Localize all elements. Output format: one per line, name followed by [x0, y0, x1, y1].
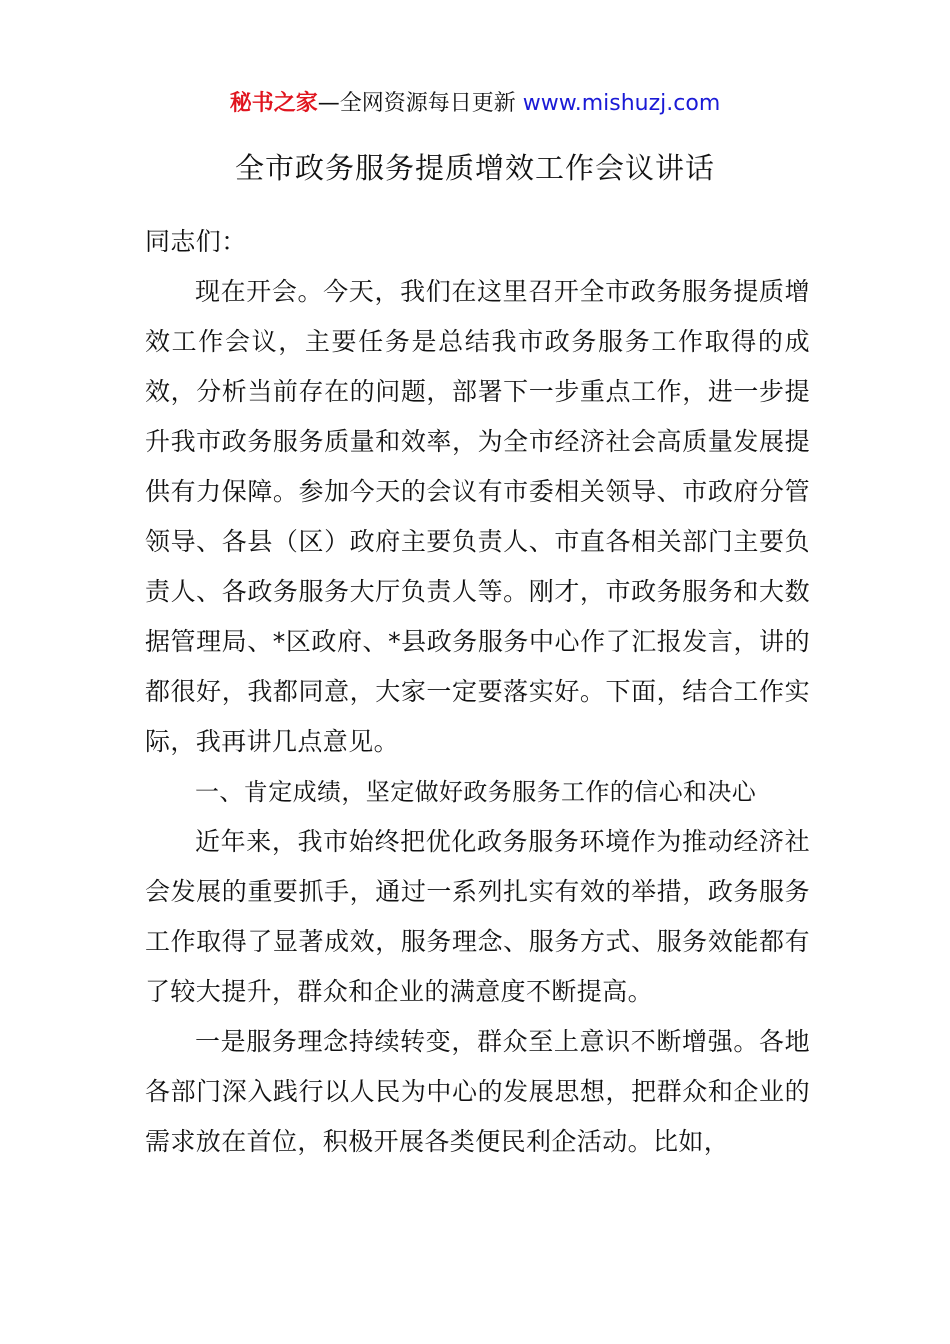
salutation: 同志们：: [145, 227, 247, 256]
body-paragraph: 现在开会。今天，我们在这里召开全市政务服务提质增效工作会议，主要任务是总结我市政务服务工作取得的成效，分析当前存在的问题，部署下一步重点工作，进一步提升我市政务服务质量和效率，为全市经济社会高质量发展提供有力保障。参加今天的会议有市委相关领导、市政府分管领导、各县（区）政府主要负责人、市直各相关部门主要负责人、各政务服务大厅负责人等。刚才，市政务服务和大数据管理局、*区政府、*县政务服务中心作了汇报发言，讲的都很好，我都同意，大家一定要落实好。下面，结合工作实际，我再讲几点意见。: [145, 277, 810, 756]
section-heading: 一、肯定成绩，坚定做好政务服务工作的信心和决心: [195, 778, 757, 806]
site-url-link[interactable]: www.mishuzj.com: [522, 91, 721, 116]
document-title: 全市政务服务提质增效工作会议讲话: [234, 151, 715, 185]
brand-name: 秘书之家: [229, 91, 318, 116]
site-header: [0, 88, 950, 120]
header-tagline: —全网资源每日更新: [317, 91, 523, 116]
document-body: [145, 217, 810, 1167]
body-paragraph: 近年来，我市始终把优化政务服务环境作为推动经济社会发展的重要抓手，通过一系列扎实有效的举措，政务服务工作取得了显著成效，服务理念、服务方式、服务效能都有了较大提升，群众和企业的满意度不断提高。: [145, 827, 810, 1006]
body-paragraph: 一是服务理念持续转变，群众至上意识不断增强。各地各部门深入践行以人民为中心的发展思想，把群众和企业的需求放在首位，积极开展各类便民利企活动。比如，: [145, 1027, 810, 1156]
